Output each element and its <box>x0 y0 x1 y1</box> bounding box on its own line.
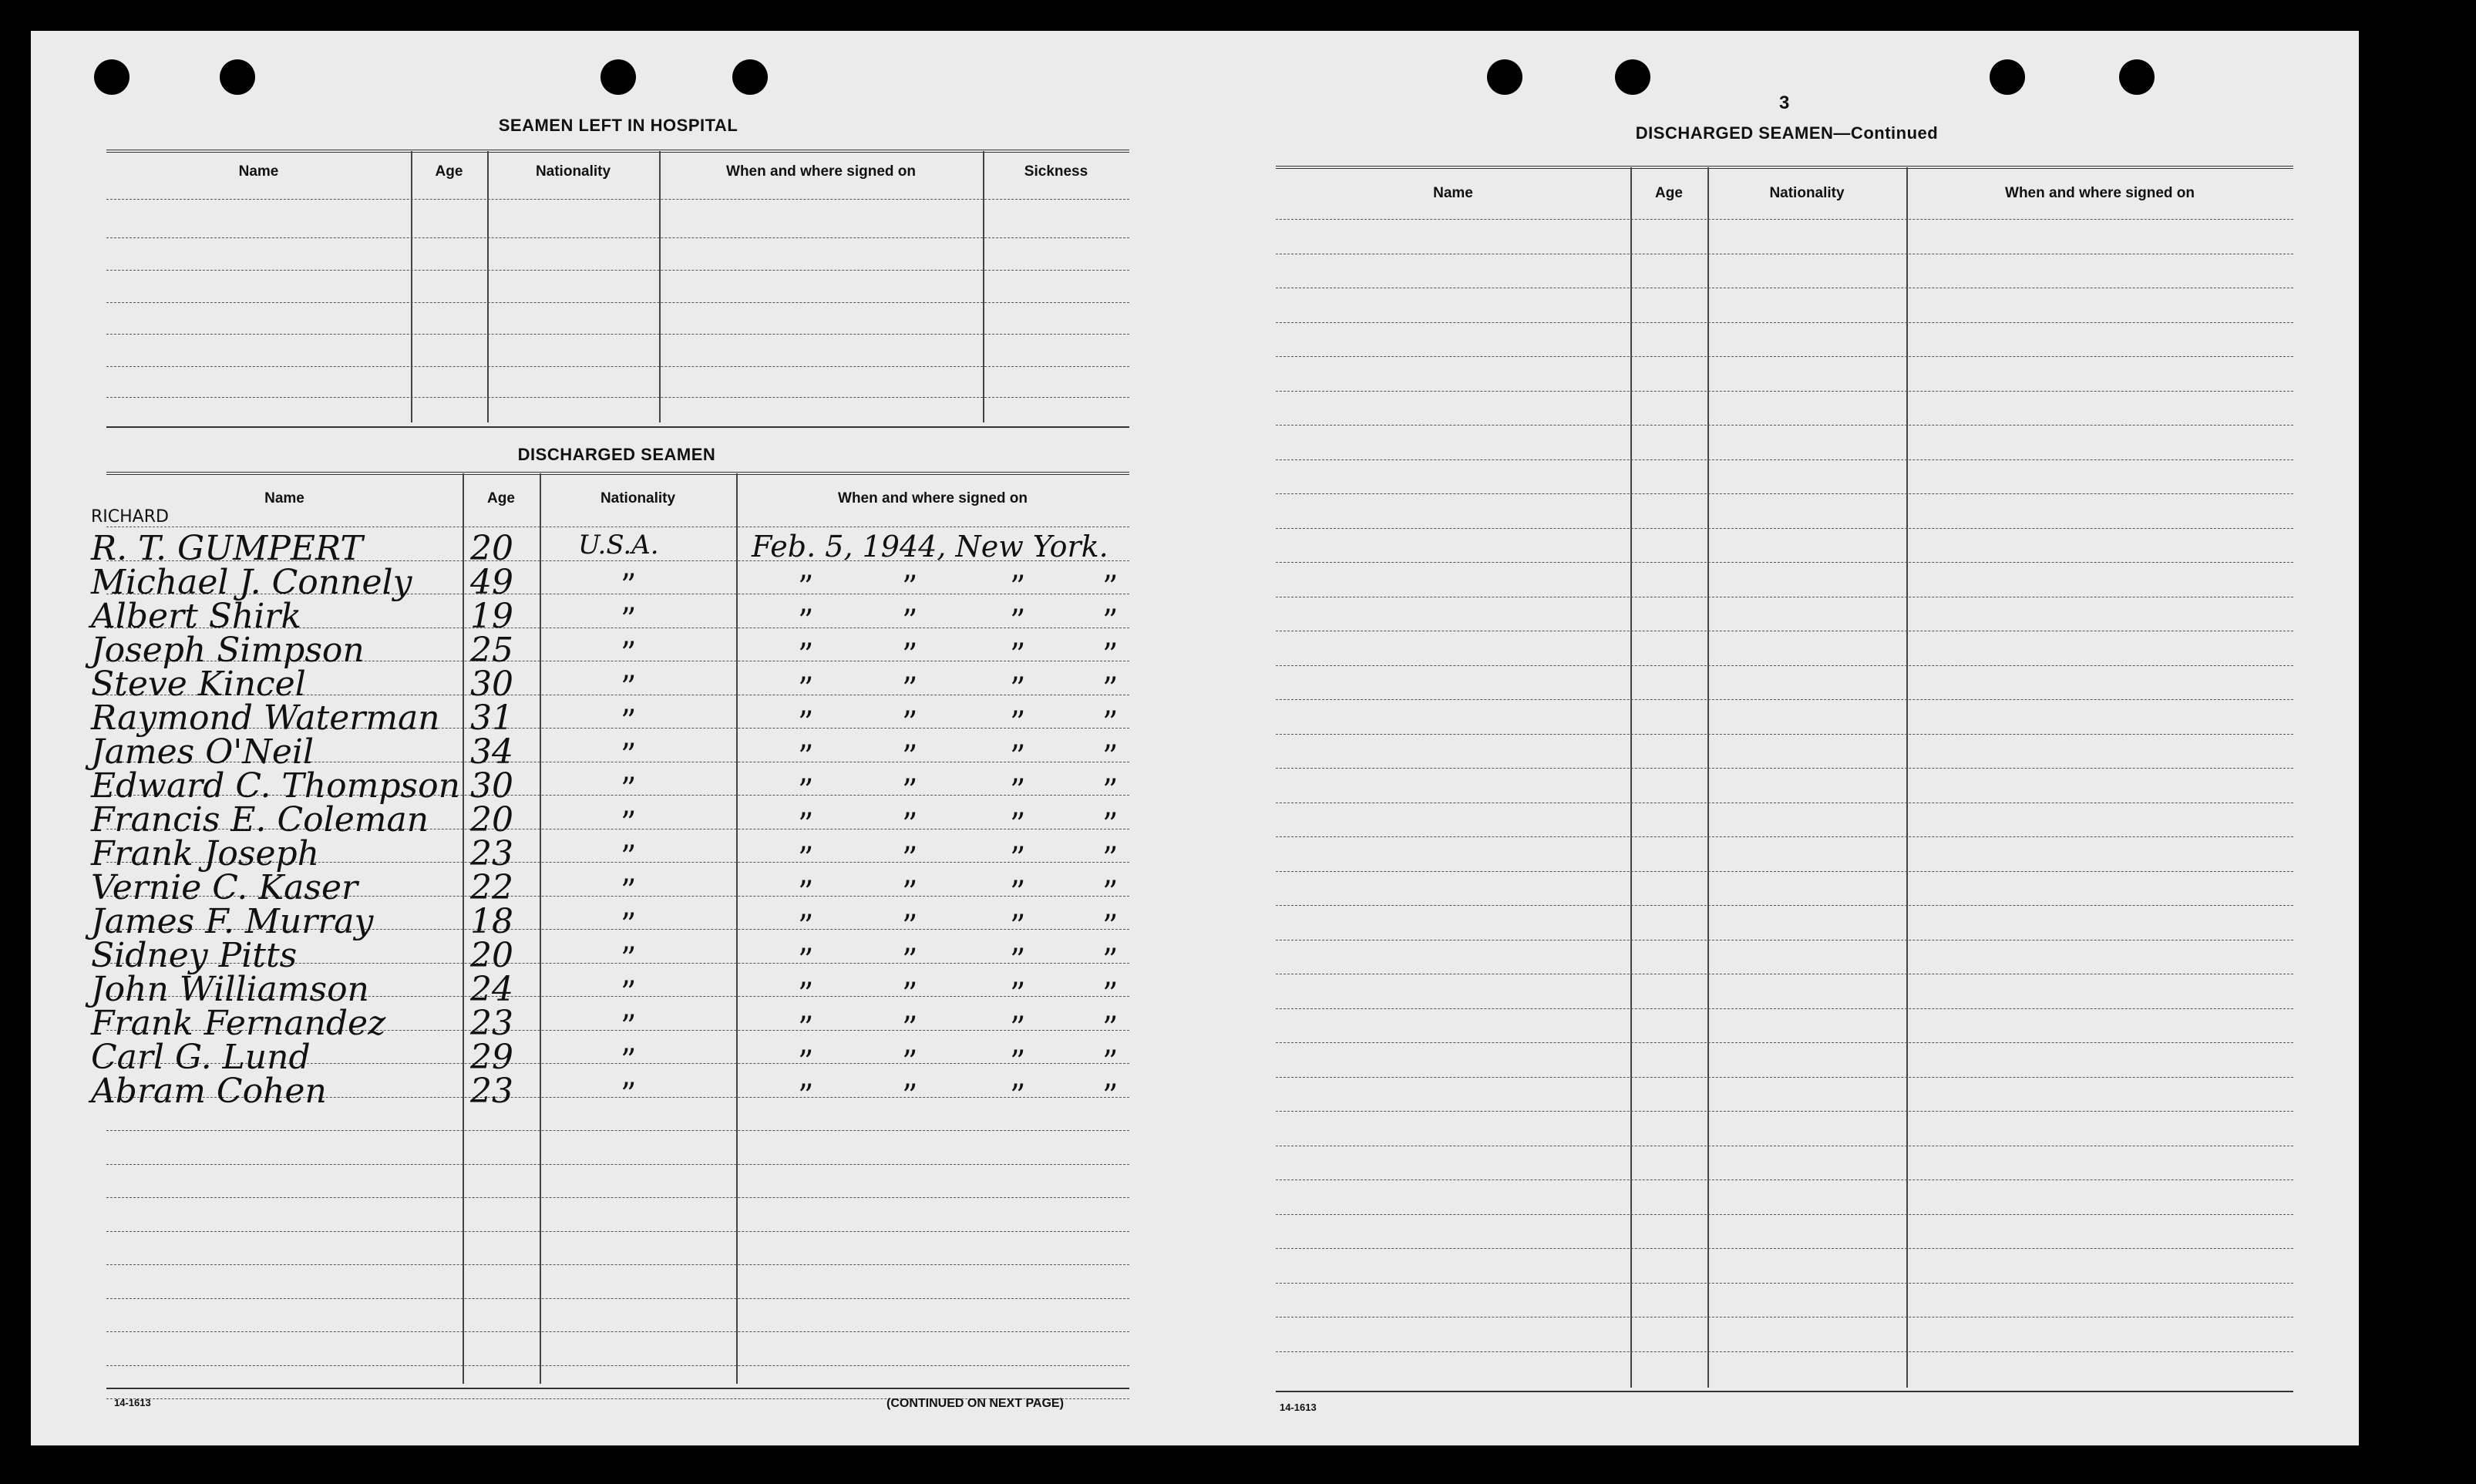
right-row-line <box>1276 1214 2293 1215</box>
ditto-signed-on: ” <box>1102 1045 1119 1080</box>
ditto-nationality: ” <box>621 941 637 977</box>
right-row-line <box>1276 665 2293 666</box>
right-row-line <box>1276 356 2293 357</box>
handwritten-age: 25 <box>470 631 513 670</box>
right-row-line <box>1276 1008 2293 1009</box>
ditto-signed-on: ” <box>1010 977 1026 1012</box>
handwritten-name: Michael J. Connely <box>91 563 412 602</box>
ditto-signed-on: ” <box>798 977 814 1012</box>
ditto-signed-on: ” <box>798 773 814 809</box>
hospital-column-divider <box>983 151 984 422</box>
handwritten-age: 31 <box>470 698 513 738</box>
right-row-line <box>1276 1179 2293 1180</box>
handwritten-age: 29 <box>470 1038 513 1077</box>
right-row-line <box>1276 459 2293 460</box>
ditto-signed-on: ” <box>902 1011 918 1046</box>
ditto-nationality: ” <box>621 1043 637 1079</box>
hospital-bottom-rule <box>106 426 1129 428</box>
ditto-signed-on: ” <box>902 875 918 910</box>
hospital-column-divider <box>659 151 661 422</box>
handwritten-name: James O'Neil <box>91 732 315 772</box>
ditto-signed-on: ” <box>902 1079 918 1114</box>
ditto-signed-on: ” <box>1102 875 1119 910</box>
handwritten-age: 20 <box>470 936 513 975</box>
ditto-nationality: ” <box>621 738 637 773</box>
hospital-section-title: SEAMEN LEFT IN HOSPITAL <box>498 116 738 135</box>
handwritten-name: Albert Shirk <box>91 597 302 636</box>
hospital-header-0: Name <box>238 163 279 180</box>
ditto-signed-on: ” <box>1010 604 1026 639</box>
ditto-nationality: ” <box>621 975 637 1011</box>
discharged-row-line <box>106 1164 1129 1165</box>
right-row-line <box>1276 219 2293 220</box>
handwritten-age: 20 <box>470 800 513 840</box>
discharged-header-0: Name <box>264 490 304 506</box>
handwritten-name: Frank Joseph <box>91 834 320 873</box>
ditto-nationality: ” <box>621 840 637 875</box>
continued-note: (CONTINUED ON NEXT PAGE) <box>886 1397 1064 1410</box>
ditto-signed-on: ” <box>1010 570 1026 605</box>
ditto-nationality: ” <box>621 873 637 909</box>
right-row-line <box>1276 1111 2293 1112</box>
handwritten-age: 19 <box>470 597 513 636</box>
handwritten-age: 24 <box>470 970 513 1009</box>
ditto-nationality: ” <box>621 772 637 807</box>
hospital-header-2: Nationality <box>535 163 611 180</box>
handwritten-age: 49 <box>470 563 513 602</box>
right-header-1: Age <box>1655 185 1683 201</box>
ditto-signed-on: ” <box>798 875 814 910</box>
right-header-3: When and where signed on <box>2005 185 2195 201</box>
ditto-signed-on: ” <box>798 705 814 741</box>
ditto-signed-on: ” <box>798 1045 814 1080</box>
right-row-line <box>1276 322 2293 323</box>
handwritten-age: 23 <box>470 1072 513 1111</box>
discharged-row-line <box>106 1298 1129 1299</box>
ditto-signed-on: ” <box>1010 807 1026 843</box>
handwritten-name: Vernie C. Kaser <box>91 868 358 907</box>
ditto-signed-on: ” <box>798 943 814 978</box>
punch-hole <box>94 59 130 95</box>
right-row-line <box>1276 391 2293 392</box>
ditto-signed-on: ” <box>1102 977 1119 1012</box>
ditto-signed-on: ” <box>798 841 814 877</box>
ditto-nationality: ” <box>621 704 637 739</box>
handwritten-age: 23 <box>470 1004 513 1043</box>
handwritten-age: 18 <box>470 902 513 941</box>
right-row-line <box>1276 699 2293 700</box>
discharged-header-1: Age <box>487 490 515 506</box>
handwritten-name: Raymond Waterman <box>91 698 440 738</box>
discharged-header-2: Nationality <box>600 490 676 506</box>
handwritten-age: 30 <box>470 665 513 704</box>
ditto-signed-on: ” <box>798 1079 814 1114</box>
handwritten-name: James F. Murray <box>91 902 374 941</box>
ditto-signed-on: ” <box>902 841 918 877</box>
right-row-line <box>1276 768 2293 769</box>
punch-hole <box>1615 59 1650 95</box>
document-sheet <box>31 31 2359 1445</box>
right-row-line <box>1276 871 2293 872</box>
right-column-divider <box>1707 167 1709 1388</box>
ditto-signed-on: ” <box>902 604 918 639</box>
hospital-row-line <box>106 397 1129 398</box>
right-row-line <box>1276 836 2293 837</box>
hospital-header-1: Age <box>435 163 463 180</box>
handwritten-nationality: U.S.A. <box>578 530 659 560</box>
ditto-signed-on: ” <box>1010 841 1026 877</box>
hospital-column-divider <box>487 151 489 422</box>
handwritten-age: 30 <box>470 766 513 806</box>
form-number-left: 14-1613 <box>114 1397 151 1408</box>
hospital-header-4: Sickness <box>1024 163 1088 180</box>
ditto-signed-on: ” <box>1102 604 1119 639</box>
ditto-nationality: ” <box>621 670 637 705</box>
ditto-signed-on: ” <box>1102 841 1119 877</box>
ditto-signed-on: ” <box>1102 705 1119 741</box>
discharged-bottom-rule <box>106 1388 1129 1389</box>
right-row-line <box>1276 1248 2293 1249</box>
handwritten-name: Abram Cohen <box>91 1072 327 1111</box>
ditto-signed-on: ” <box>798 638 814 673</box>
ditto-signed-on: ” <box>798 570 814 605</box>
ditto-signed-on: ” <box>902 671 918 707</box>
ditto-signed-on: ” <box>902 943 918 978</box>
punch-hole <box>1990 59 2025 95</box>
hospital-row-line <box>106 302 1129 303</box>
ditto-signed-on: ” <box>902 638 918 673</box>
discharged-section-title: DISCHARGED SEAMEN <box>517 445 716 464</box>
ditto-signed-on: ” <box>902 977 918 1012</box>
ditto-signed-on: ” <box>902 807 918 843</box>
handwritten-age: 20 <box>470 529 513 568</box>
name-annotation: RICHARD <box>91 507 169 527</box>
handwritten-name: Francis E. Coleman <box>91 800 429 840</box>
ditto-signed-on: ” <box>1010 875 1026 910</box>
ditto-signed-on: ” <box>1102 671 1119 707</box>
discharged-top-rule <box>106 472 1129 475</box>
punch-hole <box>732 59 768 95</box>
ditto-nationality: ” <box>621 602 637 638</box>
hospital-row-line <box>106 334 1129 335</box>
form-number-right: 14-1613 <box>1280 1402 1317 1413</box>
right-column-divider <box>1630 167 1632 1388</box>
hospital-top-rule <box>106 150 1129 153</box>
handwritten-name: Steve Kincel <box>91 665 306 704</box>
handwritten-name: Joseph Simpson <box>91 631 365 670</box>
right-header-0: Name <box>1433 185 1473 201</box>
punch-hole <box>600 59 636 95</box>
hospital-column-divider <box>411 151 412 422</box>
ditto-signed-on: ” <box>798 1011 814 1046</box>
right-row-line <box>1276 1042 2293 1043</box>
ditto-signed-on: ” <box>798 739 814 775</box>
right-row-line <box>1276 734 2293 735</box>
ditto-signed-on: ” <box>1102 773 1119 809</box>
ditto-signed-on: ” <box>902 1045 918 1080</box>
right-row-line <box>1276 1077 2293 1078</box>
discharged-row-line <box>106 1130 1129 1131</box>
ditto-signed-on: ” <box>902 773 918 809</box>
right-row-line <box>1276 528 2293 529</box>
right-row-line <box>1276 905 2293 906</box>
ditto-nationality: ” <box>621 636 637 671</box>
ditto-signed-on: ” <box>798 909 814 944</box>
handwritten-age: 22 <box>470 868 513 907</box>
ditto-signed-on: ” <box>1010 705 1026 741</box>
ditto-signed-on: ” <box>798 604 814 639</box>
right-row-line <box>1276 562 2293 563</box>
discharged-header-3: When and where signed on <box>838 490 1028 506</box>
ditto-signed-on: ” <box>1010 773 1026 809</box>
ditto-nationality: ” <box>621 1077 637 1112</box>
ditto-signed-on: ” <box>1102 570 1119 605</box>
hospital-row-line <box>106 366 1129 367</box>
discharged-row-line <box>106 1331 1129 1332</box>
ditto-signed-on: ” <box>1102 943 1119 978</box>
ditto-signed-on: ” <box>1010 739 1026 775</box>
hospital-header-3: When and where signed on <box>726 163 916 180</box>
handwritten-name: Sidney Pitts <box>91 936 298 975</box>
ditto-signed-on: ” <box>1010 638 1026 673</box>
handwritten-signed-on: Feb. 5, 1944, New York. <box>752 530 1108 564</box>
ditto-signed-on: ” <box>1102 1079 1119 1114</box>
discharged-row-line <box>106 1365 1129 1366</box>
ditto-signed-on: ” <box>1102 739 1119 775</box>
right-column-divider <box>1906 167 1908 1388</box>
handwritten-name: Carl G. Lund <box>91 1038 311 1077</box>
ditto-signed-on: ” <box>1010 671 1026 707</box>
ditto-nationality: ” <box>621 568 637 604</box>
right-row-line <box>1276 940 2293 941</box>
ditto-nationality: ” <box>621 907 637 943</box>
right-row-line <box>1276 1351 2293 1352</box>
ditto-signed-on: ” <box>1010 1045 1026 1080</box>
ditto-nationality: ” <box>621 1009 637 1045</box>
discharged-row-line <box>106 1264 1129 1265</box>
handwritten-name: Frank Fernandez <box>91 1004 386 1043</box>
handwritten-age: 23 <box>470 834 513 873</box>
hospital-row-line <box>106 237 1129 238</box>
discharged-row-line <box>106 1231 1129 1232</box>
ditto-signed-on: ” <box>798 807 814 843</box>
right-row-line <box>1276 425 2293 426</box>
discharged-row-line <box>106 1197 1129 1198</box>
ditto-nationality: ” <box>621 806 637 841</box>
right-top-rule <box>1276 166 2293 169</box>
ditto-signed-on: ” <box>1010 1079 1026 1114</box>
hospital-row-line <box>106 199 1129 200</box>
ditto-signed-on: ” <box>1010 943 1026 978</box>
right-section-title: DISCHARGED SEAMEN—Continued <box>1635 123 1939 143</box>
ditto-signed-on: ” <box>902 570 918 605</box>
punch-hole <box>1487 59 1522 95</box>
handwritten-name: Edward C. Thompson <box>91 766 460 806</box>
right-header-2: Nationality <box>1769 185 1845 201</box>
ditto-signed-on: ” <box>902 705 918 741</box>
handwritten-name: John Williamson <box>91 970 369 1009</box>
handwritten-age: 34 <box>470 732 513 772</box>
right-row-line <box>1276 493 2293 494</box>
ditto-signed-on: ” <box>1102 1011 1119 1046</box>
right-bottom-rule <box>1276 1391 2293 1392</box>
ditto-signed-on: ” <box>902 909 918 944</box>
ditto-signed-on: ” <box>1102 807 1119 843</box>
ditto-signed-on: ” <box>798 671 814 707</box>
punch-hole <box>220 59 255 95</box>
handwritten-name: R. T. GUMPERT <box>91 529 363 568</box>
ditto-signed-on: ” <box>902 739 918 775</box>
page-number: 3 <box>1779 93 1790 113</box>
right-row-line <box>1276 1283 2293 1284</box>
ditto-signed-on: ” <box>1102 909 1119 944</box>
hospital-row-line <box>106 270 1129 271</box>
ditto-signed-on: ” <box>1010 1011 1026 1046</box>
ditto-signed-on: ” <box>1010 909 1026 944</box>
ditto-signed-on: ” <box>1102 638 1119 673</box>
punch-hole <box>2119 59 2155 95</box>
